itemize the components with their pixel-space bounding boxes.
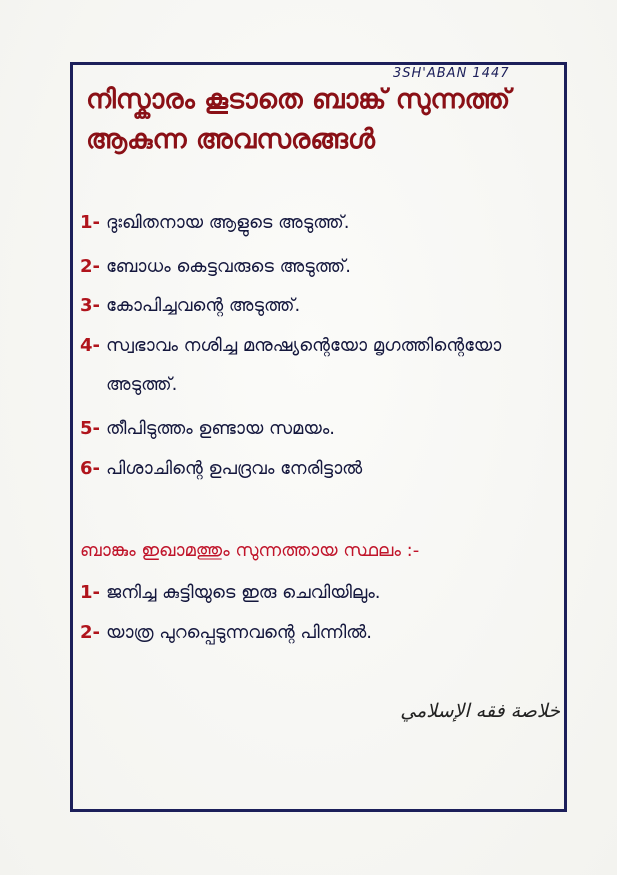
date-label: 3SH'ABAN 1447 xyxy=(393,66,510,81)
sub-list-item xyxy=(80,620,560,646)
item-text: തീപിടുത്തം ഉണ്ടായ സമയം. xyxy=(106,418,336,439)
list-item xyxy=(80,254,560,280)
title-line-2: ആകുന്ന അവസരങ്ങൾ xyxy=(86,124,376,155)
list-item xyxy=(80,456,560,482)
item-text: ദുഃഖിതനായ ആളുടെ അടുത്ത്. xyxy=(106,212,350,233)
item-number: 5- xyxy=(80,418,100,439)
item-number: 1- xyxy=(80,582,100,603)
list-item xyxy=(80,210,560,236)
item-text: സ്വഭാവം നശിച്ച മനുഷ്യന്റെയോ മൃഗത്തിന്റെയോ xyxy=(106,335,502,356)
item-text: യാത്ര പുറപ്പെടുന്നവന്റെ പിന്നിൽ. xyxy=(106,622,373,643)
title-line-1: നിസ്കാരം കൂടാതെ ബാങ്ക് സുന്നത്ത് xyxy=(86,84,511,115)
item-number: 1- xyxy=(80,212,100,233)
list-item xyxy=(80,416,560,442)
item-number: 6- xyxy=(80,458,100,479)
subheading: ബാങ്കും ഇഖാമത്തും സുന്നത്തായ സ്ഥലം :- xyxy=(80,540,420,561)
item-text: ജനിച്ച കുട്ടിയുടെ ഇരു ചെവിയിലും. xyxy=(106,582,381,603)
item-number: 3- xyxy=(80,295,100,316)
item-text: ബോധം കെട്ടവരുടെ അടുത്ത്. xyxy=(106,256,351,277)
source-signature: خلاصة فقه الإسلامي xyxy=(400,700,560,722)
item-text: പിശാചിന്റെ ഉപദ്രവം നേരിട്ടാൽ xyxy=(106,458,363,479)
item-number: 2- xyxy=(80,622,100,643)
item-number: 4- xyxy=(80,335,100,356)
list-item xyxy=(80,293,560,319)
item-text: കോപിച്ചവന്റെ അടുത്ത്. xyxy=(106,295,301,316)
list-item xyxy=(80,333,560,359)
sub-list-item xyxy=(80,580,560,606)
item-number: 2- xyxy=(80,256,100,277)
item-text-continued: അടുത്ത്. xyxy=(106,374,178,395)
